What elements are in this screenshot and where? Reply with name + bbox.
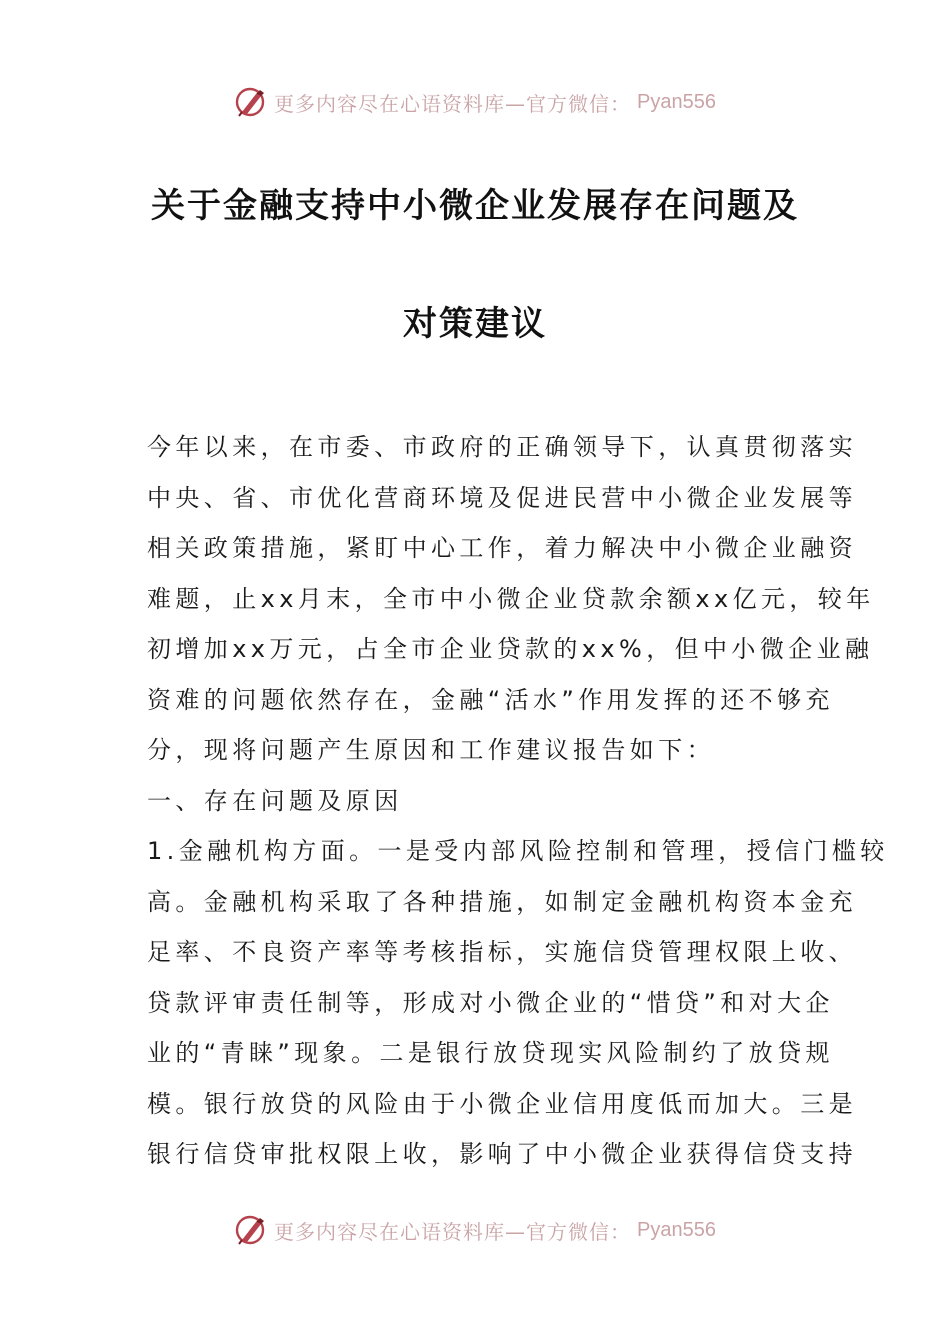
body-line: 1.金融机构方面。一是受内部风险控制和管理，授信门槛较 bbox=[147, 837, 889, 865]
body-line: 难题，止xx月末，全市中小微企业贷款余额xx亿元，较年 bbox=[147, 584, 875, 613]
watermark-text: 更多内容尽在心语资料库—官方微信： bbox=[274, 1219, 632, 1244]
header-watermark bbox=[0, 82, 950, 122]
body-line: 高。金融机构采取了各种措施，如制定金融机构资本金充 bbox=[147, 887, 857, 916]
watermark-handle: Pyan556 bbox=[637, 1218, 716, 1241]
watermark-text: 更多内容尽在心语资料库—官方微信： bbox=[274, 91, 632, 116]
body-line: 业的“青睐”现象。二是银行放贷现实风险制约了放贷规 bbox=[147, 1039, 834, 1067]
body-line: 初增加xx万元，占全市企业贷款的xx%，但中小微企业融 bbox=[147, 635, 874, 663]
footer-watermark bbox=[0, 1210, 950, 1250]
body-line: 分，现将问题产生原因和工作建议报告如下： bbox=[147, 736, 715, 764]
document-title-line-2: 对策建议 bbox=[403, 304, 547, 344]
pen-nib-logo-icon bbox=[234, 1213, 268, 1247]
document-title-line-1: 关于金融支持中小微企业发展存在问题及 bbox=[151, 186, 799, 226]
body-line: 足率、不良资产率等考核指标，实施信贷管理权限上收、 bbox=[147, 938, 857, 966]
body-line: 贷款评审责任制等，形成对小微企业的“惜贷”和对大企 bbox=[147, 988, 834, 1017]
section-heading: 一、存在问题及原因 bbox=[147, 786, 403, 815]
body-line: 相关政策措施，紧盯中心工作，着力解决中小微企业融资 bbox=[147, 534, 857, 562]
body-line: 模。银行放贷的风险由于小微企业信用度低而加大。三是 bbox=[147, 1089, 857, 1118]
document-body bbox=[147, 422, 889, 1180]
body-line: 中央、省、市优化营商环境及促进民营中小微企业发展等 bbox=[147, 483, 857, 512]
body-line: 今年以来，在市委、市政府的正确领导下，认真贯彻落实 bbox=[147, 433, 857, 461]
body-line: 银行信贷审批权限上收，影响了中小微企业获得信贷支持 bbox=[147, 1140, 857, 1168]
watermark-handle: Pyan556 bbox=[637, 90, 716, 113]
body-line: 资难的问题依然存在，金融“活水”作用发挥的还不够充 bbox=[147, 685, 834, 714]
pen-nib-logo-icon bbox=[234, 85, 268, 119]
